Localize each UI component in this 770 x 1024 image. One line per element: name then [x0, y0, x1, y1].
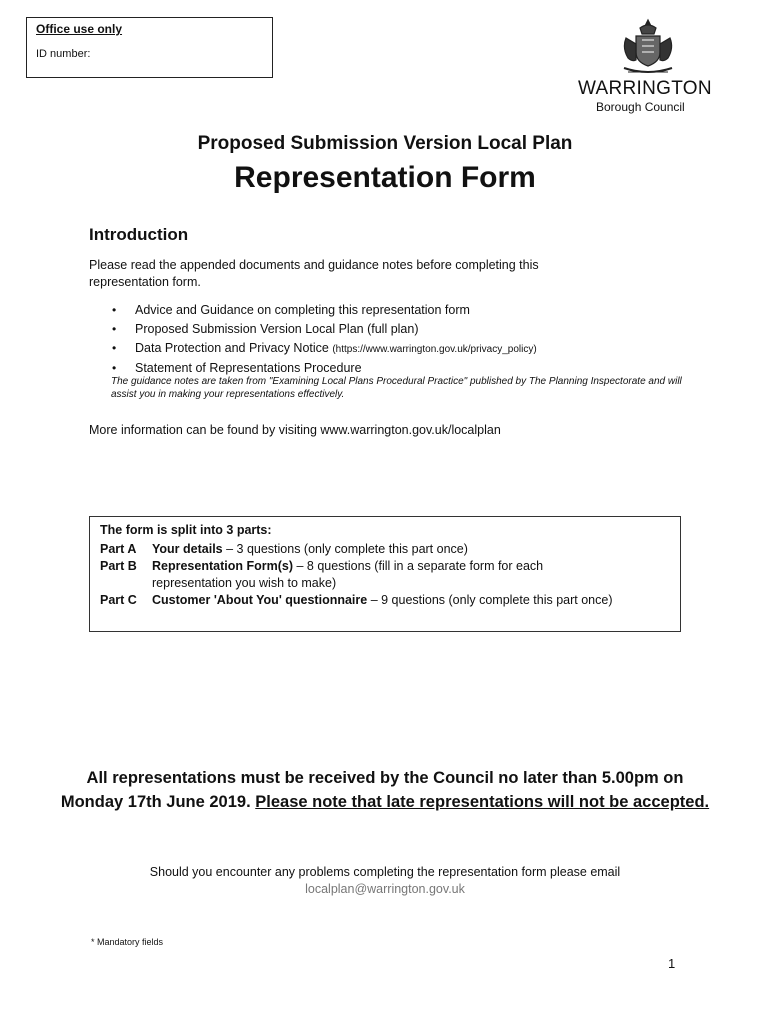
- part-description: [152, 558, 592, 592]
- list-item-text: Data Protection and Privacy Notice: [135, 341, 333, 355]
- contact-email: localplan@warrington.gov.uk: [305, 882, 465, 896]
- part-code: Part A: [100, 542, 137, 556]
- privacy-policy-url: (https://www.warrington.gov.uk/privacy_policy): [332, 344, 537, 355]
- office-use-box: [26, 17, 273, 78]
- part-row: [100, 592, 672, 609]
- id-number-label: ID number:: [36, 48, 91, 60]
- bullet-icon: •: [112, 303, 117, 317]
- deadline-text: All representations must be received by the Council no later than 5.00pm on Monday 17th June 2019.: [60, 769, 684, 811]
- list-item: [112, 339, 537, 359]
- part-row: [100, 541, 672, 558]
- part-row: [100, 558, 672, 592]
- contact-notice: [0, 864, 770, 898]
- form-parts-box: [89, 516, 681, 632]
- introduction-heading: Introduction: [89, 225, 189, 244]
- council-crest-logo: [618, 18, 678, 80]
- part-name: Customer 'About You' questionnaire: [152, 593, 368, 607]
- part-name: Representation Form(s): [152, 559, 293, 573]
- contact-text: Should you encounter any problems completing the representation form please email: [149, 865, 621, 879]
- part-name: Your details: [152, 542, 223, 556]
- introduction-paragraph: Please read the appended documents and guidance notes before completing this representation form.: [89, 258, 539, 289]
- mandatory-fields-note: * Mandatory fields: [91, 937, 164, 947]
- deadline-notice: [60, 766, 710, 814]
- list-item-text: Proposed Submission Version Local Plan (full plan): [135, 322, 419, 336]
- bullet-icon: •: [112, 361, 117, 375]
- part-code: Part C: [100, 593, 137, 607]
- part-description: [152, 592, 672, 609]
- bullet-icon: •: [112, 341, 117, 355]
- document-title: Representation Form: [234, 161, 536, 194]
- list-item-text: Statement of Representations Procedure: [135, 361, 362, 375]
- more-info-text: More information can be found by visiting www.warrington.gov.uk/localplan: [89, 423, 501, 437]
- council-name: WARRINGTON: [578, 78, 712, 99]
- late-warning: Please note that late representations will not be accepted.: [255, 793, 710, 811]
- council-subtitle: Borough Council: [596, 100, 685, 114]
- page-number: 1: [668, 956, 676, 971]
- documents-list: [112, 301, 537, 378]
- part-detail: – 8 questions (fill in a separate form for each representation you wish to make): [152, 559, 544, 590]
- part-code: Part B: [100, 559, 137, 573]
- list-item: [112, 320, 537, 339]
- document-subtitle: Proposed Submission Version Local Plan: [197, 133, 573, 154]
- parts-heading: The form is split into 3 parts:: [100, 523, 272, 537]
- part-detail: – 3 questions (only complete this part once): [222, 542, 468, 556]
- guidance-note: The guidance notes are taken from "Examining Local Plans Procedural Practice" published by The Planning Inspectorate and will assist you in making your representations effectively.: [111, 376, 682, 400]
- list-item-text: Advice and Guidance on completing this representation form: [135, 303, 470, 317]
- bullet-icon: •: [112, 322, 117, 336]
- list-item: [112, 301, 537, 320]
- office-use-title: Office use only: [36, 22, 123, 36]
- part-detail: – 9 questions (only complete this part once): [367, 593, 613, 607]
- part-description: [152, 541, 672, 558]
